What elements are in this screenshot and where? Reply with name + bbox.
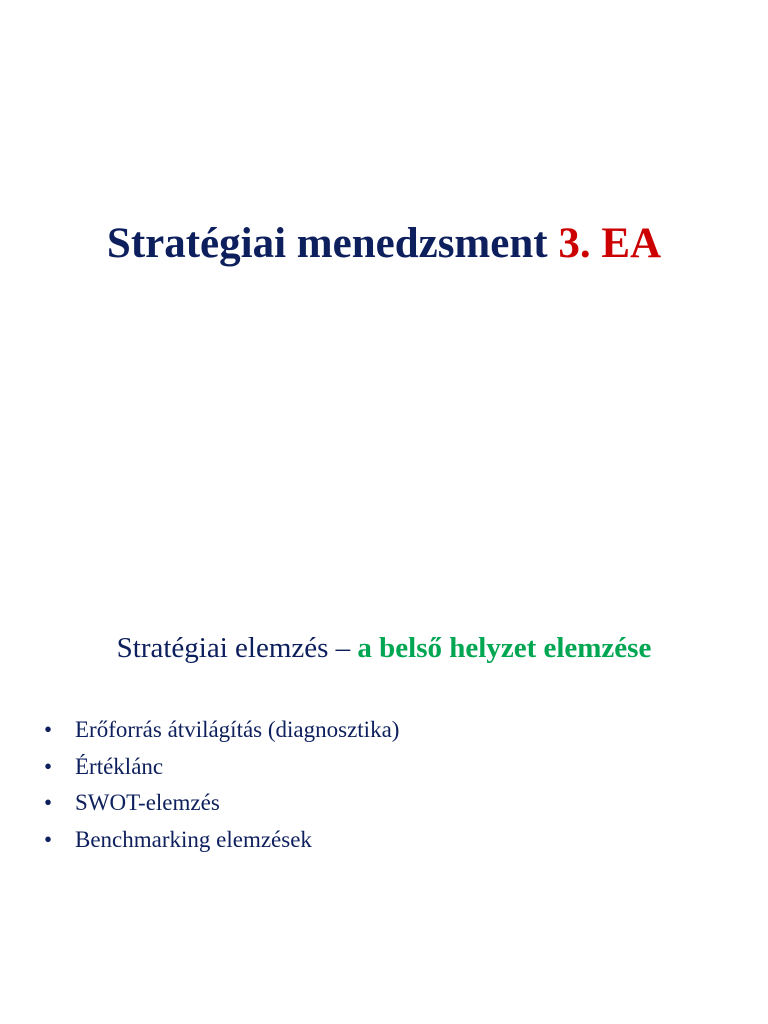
bullet-icon: • — [44, 717, 53, 742]
list-item-text: SWOT-elemzés — [75, 790, 220, 815]
section-heading-highlight: a belső helyzet elemzése — [357, 632, 652, 664]
list-item — [40, 822, 399, 859]
slide-title — [0, 214, 768, 274]
topic-list — [40, 712, 399, 858]
slide-title-accent: 3. EA — [558, 220, 662, 267]
list-item-text: Benchmarking elemzések — [75, 826, 312, 852]
section-heading-lead: Stratégiai elemzés – — [116, 632, 358, 664]
slide-title-main: Stratégiai menedzsment — [106, 220, 559, 267]
bullet-icon: • — [44, 826, 53, 852]
list-item — [40, 785, 399, 822]
list-item — [40, 712, 399, 749]
list-item — [40, 749, 399, 786]
list-item-text: Értéklánc — [75, 753, 164, 779]
bullet-icon: • — [44, 790, 53, 815]
bullet-icon: • — [44, 753, 53, 779]
section-heading — [0, 628, 768, 668]
list-item-text: Erőforrás átvilágítás (diagnosztika) — [75, 717, 400, 742]
